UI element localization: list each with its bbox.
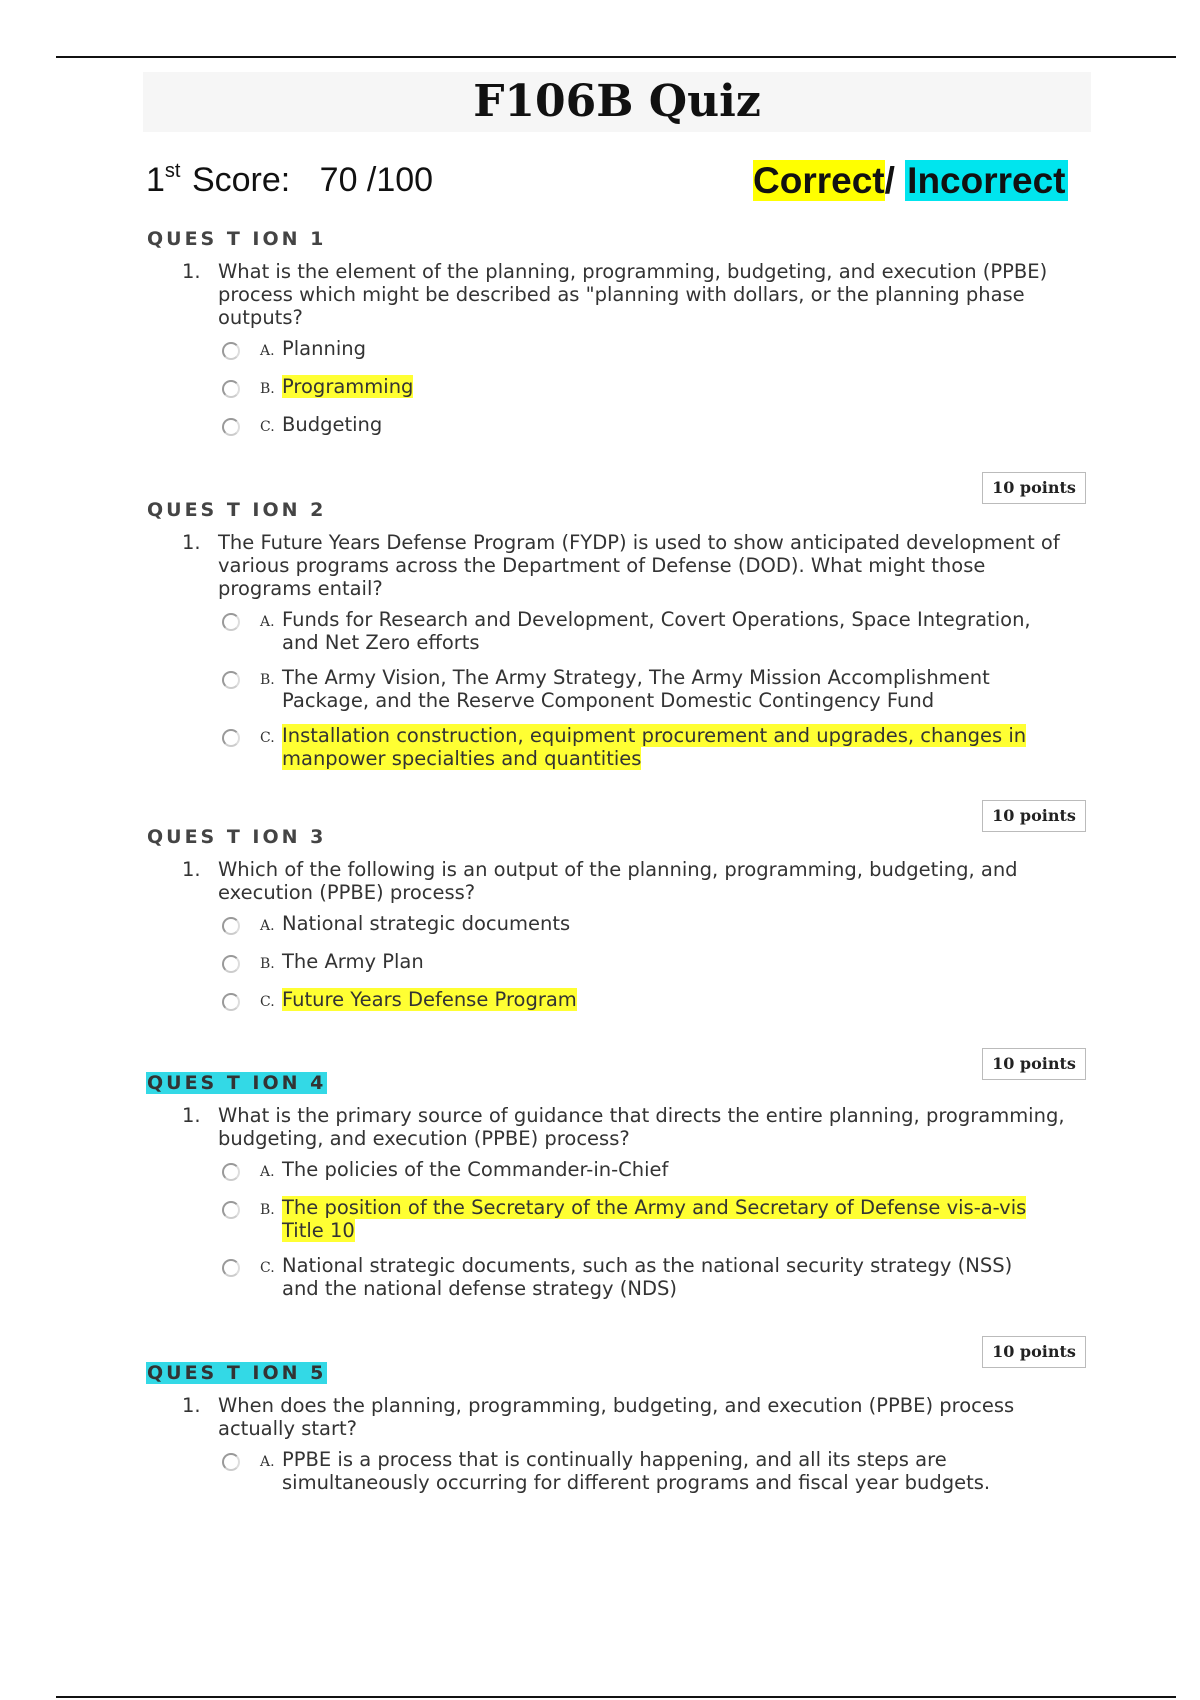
option-text bbox=[282, 413, 1052, 436]
option-text-content: National strategic documents bbox=[282, 912, 571, 935]
option-c[interactable] bbox=[222, 1254, 1096, 1300]
option-b[interactable] bbox=[222, 950, 1096, 976]
question-number: 1. bbox=[182, 858, 201, 881]
legend-incorrect: Incorrect bbox=[907, 160, 1066, 201]
option-text-content: PPBE is a process that is continually happening, and all its steps are simultaneously occurring for different programs and fiscal year budgets. bbox=[282, 1448, 991, 1494]
question-text: What is the element of the planning, programming, budgeting, and execution (PPBE) process which might be described as "planning with dollars, or the planning phase outputs? bbox=[218, 260, 1048, 329]
radio-icon[interactable] bbox=[222, 418, 240, 436]
points-badge: 10 points bbox=[982, 800, 1086, 832]
question-body bbox=[182, 531, 1096, 770]
radio-icon[interactable] bbox=[222, 955, 240, 973]
option-text bbox=[282, 1158, 1052, 1181]
option-letter: B. bbox=[260, 672, 275, 688]
option-text-content: Funds for Research and Development, Covert Operations, Space Integration, and Net Zero efforts bbox=[282, 608, 1031, 654]
question-label: QUES T ION 2 bbox=[147, 499, 327, 521]
option-text-content: The position of the Secretary of the Army and Secretary of Defense vis-a-vis Title 10 bbox=[282, 1196, 1027, 1242]
option-text-content: Programming bbox=[282, 375, 414, 398]
option-letter: C. bbox=[260, 994, 275, 1010]
page-title: F106B Quiz bbox=[473, 76, 761, 127]
option-list bbox=[222, 608, 1096, 770]
score-ordinal: 1 bbox=[146, 161, 165, 199]
points-badge: 10 points bbox=[982, 1336, 1086, 1368]
option-text bbox=[282, 912, 1052, 935]
question-text: What is the primary source of guidance that directs the entire planning, programming, budgeting, and execution (PPBE) process? bbox=[218, 1104, 1065, 1150]
option-list bbox=[222, 1158, 1096, 1300]
option-text-content: The Army Vision, The Army Strategy, The Army Mission Accomplishment Package, and the Reserve Component Domestic Contingency Fund bbox=[282, 666, 990, 712]
option-letter: A. bbox=[260, 918, 275, 934]
option-c[interactable] bbox=[222, 724, 1096, 770]
score-value: 70 /100 bbox=[319, 161, 434, 199]
option-c[interactable] bbox=[222, 988, 1096, 1014]
radio-icon[interactable] bbox=[222, 993, 240, 1011]
option-letter: C. bbox=[260, 730, 275, 746]
option-letter: A. bbox=[260, 1454, 275, 1470]
option-text-content: Future Years Defense Program bbox=[282, 988, 577, 1011]
option-b[interactable] bbox=[222, 1196, 1096, 1242]
question-text: When does the planning, programming, budgeting, and execution (PPBE) process actually start? bbox=[218, 1394, 1015, 1440]
option-text-highlighted bbox=[282, 988, 1052, 1011]
option-text bbox=[282, 337, 1052, 360]
question-text: The Future Years Defense Program (FYDP) is used to show anticipated development of various programs across the Department of Defense (DOD). What might those programs entail? bbox=[218, 531, 1060, 600]
question-number: 1. bbox=[182, 531, 201, 554]
option-letter: B. bbox=[260, 956, 275, 972]
radio-icon[interactable] bbox=[222, 1259, 240, 1277]
option-list bbox=[222, 1448, 1096, 1494]
option-text-highlighted bbox=[282, 375, 1052, 398]
option-list bbox=[222, 912, 1096, 1014]
option-text bbox=[282, 1254, 1052, 1300]
top-rule bbox=[56, 56, 1176, 58]
option-a[interactable] bbox=[222, 608, 1096, 654]
question-3 bbox=[146, 826, 1096, 1026]
radio-icon[interactable] bbox=[222, 1201, 240, 1219]
option-text-content: The Army Plan bbox=[282, 950, 424, 973]
score-ordinal-suffix: st bbox=[164, 160, 181, 182]
bottom-rule bbox=[56, 1696, 1176, 1698]
points-badge: 10 points bbox=[982, 472, 1086, 504]
radio-icon[interactable] bbox=[222, 729, 240, 747]
question-5 bbox=[146, 1362, 1096, 1506]
option-text bbox=[282, 666, 1052, 712]
option-letter: B. bbox=[260, 381, 275, 397]
option-letter: A. bbox=[260, 614, 275, 630]
option-text-content: The policies of the Commander-in-Chief bbox=[282, 1158, 669, 1181]
question-label: QUES T ION 3 bbox=[147, 826, 327, 848]
option-a[interactable] bbox=[222, 912, 1096, 938]
question-number: 1. bbox=[182, 1104, 201, 1127]
question-body bbox=[182, 1394, 1096, 1494]
option-text-highlighted bbox=[282, 1196, 1052, 1242]
radio-icon[interactable] bbox=[222, 1453, 240, 1471]
radio-icon[interactable] bbox=[222, 671, 240, 689]
option-a[interactable] bbox=[222, 1158, 1096, 1184]
question-2 bbox=[146, 499, 1096, 782]
points-badge: 10 points bbox=[982, 1048, 1086, 1080]
option-text bbox=[282, 950, 1052, 973]
option-list bbox=[222, 337, 1096, 439]
score-label: Score: bbox=[191, 161, 291, 199]
legend-correct: Correct bbox=[753, 160, 885, 201]
question-4 bbox=[146, 1072, 1096, 1312]
question-label: QUES T ION 1 bbox=[147, 228, 327, 250]
question-1 bbox=[146, 228, 1096, 451]
option-letter: A. bbox=[260, 1164, 275, 1180]
option-text bbox=[282, 608, 1052, 654]
option-b[interactable] bbox=[222, 666, 1096, 712]
question-number: 1. bbox=[182, 1394, 201, 1417]
radio-icon[interactable] bbox=[222, 613, 240, 631]
option-c[interactable] bbox=[222, 413, 1096, 439]
option-a[interactable] bbox=[222, 1448, 1096, 1494]
legend-slash: / bbox=[884, 160, 906, 201]
option-letter: C. bbox=[260, 419, 275, 435]
question-number: 1. bbox=[182, 260, 201, 283]
question-text: Which of the following is an output of the planning, programming, budgeting, and execution (PPBE) process? bbox=[218, 858, 1018, 904]
radio-icon[interactable] bbox=[222, 917, 240, 935]
option-text-content: Planning bbox=[282, 337, 366, 360]
option-text-highlighted bbox=[282, 724, 1052, 770]
score-line bbox=[146, 160, 433, 200]
title-band bbox=[143, 72, 1091, 132]
question-body bbox=[182, 1104, 1096, 1300]
radio-icon[interactable] bbox=[222, 342, 240, 360]
option-text bbox=[282, 1448, 1052, 1494]
option-letter: B. bbox=[260, 1202, 275, 1218]
option-text-content: Installation construction, equipment procurement and upgrades, changes in manpower specialties and quantities bbox=[282, 724, 1027, 770]
highlight-legend bbox=[753, 160, 1068, 202]
option-b[interactable] bbox=[222, 375, 1096, 401]
option-letter: C. bbox=[260, 1260, 275, 1276]
radio-icon[interactable] bbox=[222, 380, 240, 398]
radio-icon[interactable] bbox=[222, 1163, 240, 1181]
question-label-flagged: QUES T ION 4 bbox=[147, 1072, 327, 1094]
question-body bbox=[182, 858, 1096, 1014]
option-a[interactable] bbox=[222, 337, 1096, 363]
question-body bbox=[182, 260, 1096, 439]
question-label-flagged: QUES T ION 5 bbox=[147, 1362, 327, 1384]
option-text-content: National strategic documents, such as the national security strategy (NSS) and the national defense strategy (NDS) bbox=[282, 1254, 1013, 1300]
option-letter: A. bbox=[260, 343, 275, 359]
option-text-content: Budgeting bbox=[282, 413, 383, 436]
